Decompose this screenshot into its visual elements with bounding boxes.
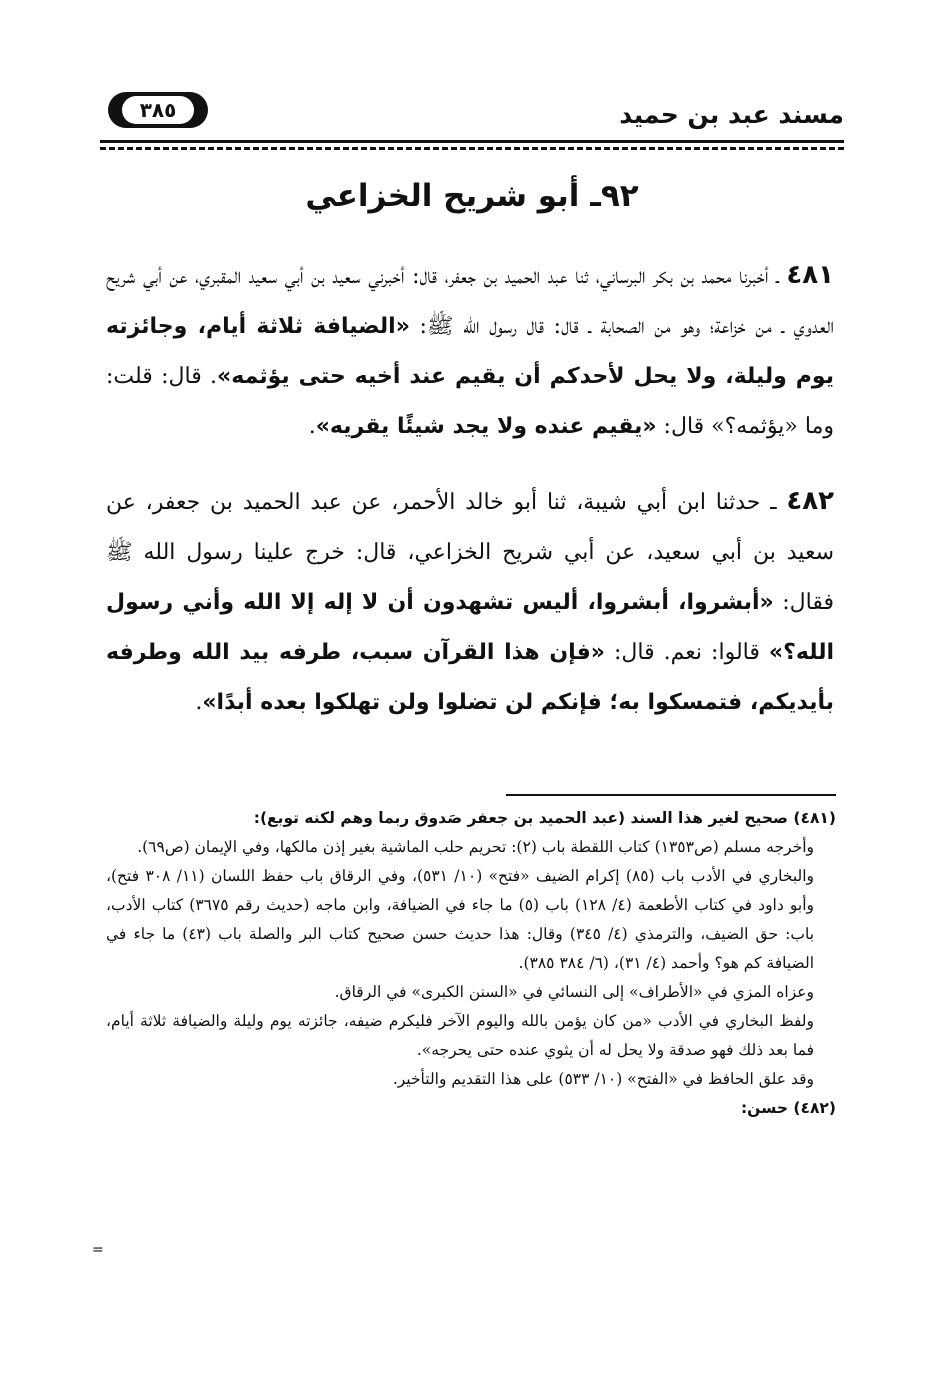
hadith-end: .	[195, 690, 203, 715]
main-text	[106, 250, 834, 752]
hadith-481	[106, 250, 834, 452]
hadith-matn: «أبشروا، أبشروا، أليس تشهدون أن لا إله إلا الله وأني رسول الله؟»	[106, 590, 835, 665]
footnote-separator	[506, 794, 836, 796]
header-rule-dashed	[100, 147, 844, 150]
hadith-isnad: ـ أخبرنا محمد بن بكر البرساني، ثنا عبد الحميد بن جعفر، قال: أخبرني سعيد بن أبي سعيد المقبري، عن أبي شريح العدوي ـ من خزاعة؛ وهو من الصحابة ـ قال: قال رسول الله ﷺ:	[106, 264, 835, 339]
footnote-line: والبخاري في الأدب باب (٨٥) إكرام الضيف «فتح» (١٠/ ٥٣١)، وفي الرقاق باب حفظ اللسان (١١/ ٣٠٨ فتح)، وأبو داود في كتاب الأطعمة (٤/ ١٢٨) باب (٥) ما جاء في الضيافة، وابن ماجه (حديث رقم ٣٦٧٥) كتاب الأدب، باب: حق الضيف، والترمذي (٤/ ٣٤٥) وقال: هذا حديث حسن صحيح كتاب البر والصلة باب (٤٣) ما جاء في الضيافة كم هو؟ وأحمد (٤/ ٣١)، (٦/ ٣٨٤ ٣٨٥).	[106, 867, 815, 972]
hadith-end: .	[308, 414, 316, 439]
footnote-line: وأخرجه مسلم (ص١٣٥٣) كتاب اللقطة باب (٢): تحريم حلب الماشية بغير إذن مالكها، وفي الإيمان (ص٦٩).	[137, 838, 814, 856]
hadith-482	[106, 476, 834, 728]
hadith-number: ٤٨١	[786, 260, 834, 290]
hadith-matn: «الضيافة ثلاثة أيام، وجائزته يوم وليلة، ولا يحل لأحدكم أن يقيم عند أخيه حتى يؤثمه»	[106, 314, 834, 389]
page-number: ٣٨٥	[122, 96, 194, 124]
footnote-481-head: (٤٨١) صحيح لغير هذا السند (عبد الحميد بن جعفر صَدوق ربما وهم لكنه توبع):	[253, 809, 836, 827]
hadith-text: . قال: قلت: وما «يؤثمه؟» قال:	[106, 364, 834, 439]
footnotes	[106, 804, 836, 1123]
hadith-matn: «يقيم عنده ولا يجد شيئًا يقريه»	[315, 414, 657, 439]
header-rule	[100, 140, 844, 143]
footnote-482-head: (٤٨٢) حسن:	[740, 1099, 836, 1117]
page-header	[100, 92, 844, 138]
footnote-line: وقد علق الحافظ في «الفتح» (١٠/ ٥٣٣) على هذا التقديم والتأخير.	[392, 1070, 814, 1088]
running-title: مسند عبد بن حميد	[619, 100, 844, 129]
footnote-line: وعزاه المزي في «الأطراف» إلى النسائي في «السنن الكبرى» في الرقاق.	[334, 983, 814, 1001]
hadith-number: ٤٨٢	[786, 486, 834, 516]
chapter-title: ٩٢ـ أبو شريح الخزاعي	[305, 178, 639, 214]
hadith-isnad: ـ حدثنا ابن أبي شيبة، ثنا أبو خالد الأحمر، عن عبد الحميد بن جعفر، عن سعيد بن أبي سعيد، عن أبي شريح الخزاعي، قال: خرج علينا رسول الله ﷺ فقال:	[106, 490, 834, 615]
page-number-badge	[108, 92, 208, 128]
hadith-matn: «فإن هذا القرآن سبب، طرفه بيد الله وطرفه بأيديكم، فتمسكوا به؛ فإنكم لن تضلوا ولن تهلكوا بعده أبدًا»	[106, 640, 834, 715]
hadith-text: قالوا: نعم. قال:	[604, 640, 769, 665]
footnote-line: ولفظ البخاري في الأدب «من كان يؤمن بالله واليوم الآخر فليكرم ضيفه، جائزته يوم وليلة والضيافة ثلاثة أيام، فما بعد ذلك فهو صدقة ولا يحل له أن يثوي عنده حتى يحرجه».	[106, 1012, 814, 1059]
corner-mark: =	[92, 1242, 104, 1258]
